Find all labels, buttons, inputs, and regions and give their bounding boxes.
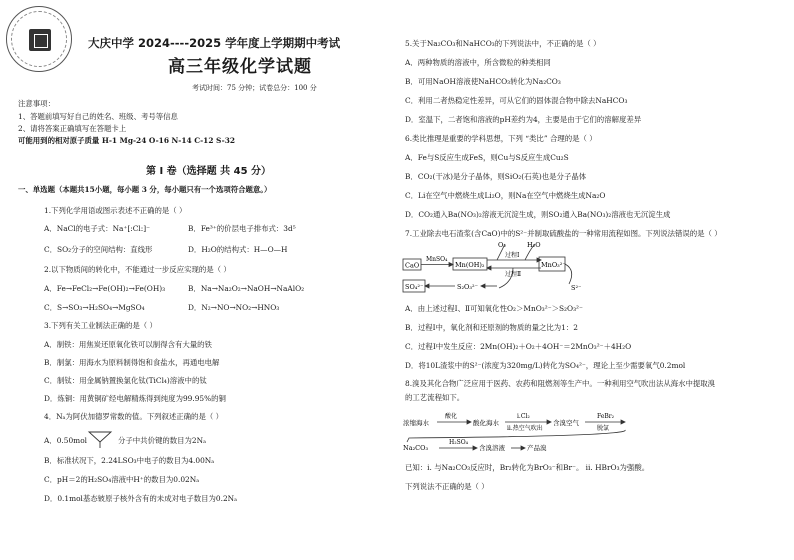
option-b: B．可用NaOH溶液使NaHCO₃转化为Na₂CO₃ [405,77,561,86]
notice-heading: 注意事项： [18,99,55,108]
process-diagram [401,240,701,300]
option-b: B．Fe³⁺的价层电子排布式：3d⁵ [188,224,296,233]
question-stem: 5.关于Na₂CO₃和NaHCO₃的下列说法中，不正确的是（ ） [405,39,601,48]
diagram-label: CaO [405,261,420,270]
diagram-label: S²⁻ [571,284,582,292]
flow-label: 含溴空气 [553,419,579,427]
diagram-label: O₂ [498,241,506,249]
flow-label: i.Cl₂ [517,413,530,420]
extraction-flow-diagram [401,408,661,460]
flow-label: ii.热空气吹出 [507,425,543,432]
diagram-label: Mn(OH)₂ [455,261,485,269]
option-c: C．pH＝2的H₂SO₄溶液中H⁺的数目为0.02Nₐ [44,475,200,484]
flow-label: H₂SO₄ [449,439,469,446]
option-c: C．Li在空气中燃烧生成Li₂O，则Na在空气中燃烧生成Na₂O [405,191,606,200]
diagram-label: H₂O [527,241,541,249]
option-d: D．0.1mol基态铍原子核外含有的未成对电子数目为0.2Nₐ [44,494,237,503]
option-a: A．NaCl的电子式：Na⁺[:Cl:]⁻ [44,224,151,233]
question-stem-cont: 的工艺流程如下。 [405,393,465,402]
option-b: B．CO₂(干冰)是分子晶体，则SiO₂(石英)也是分子晶体 [405,172,587,181]
section-heading: 第 I 卷（选择题 共 45 分） [146,166,272,177]
molecule-structure-icon [86,428,114,450]
diagram-label: SO₄²⁻ [405,283,424,291]
page-title: 高三年级化学试题 [168,57,312,77]
option-d: D．N₂→NO→NO₂→HNO₃ [188,303,280,312]
question-stem: 6.类比推理是重要的学科思想，下列 “类比” 合理的是（ ） [405,134,597,143]
notice-item: 1、答题前填写好自己的姓名、班级、考号等信息 [18,112,178,121]
option-b: B．Na→Na₂O₂→NaOH→NaAlO₂ [188,284,305,293]
option-c: C．利用二者热稳定性差异，可从它们的固体混合物中除去NaHCO₃ [405,96,628,105]
question-stem: 7.工业除去电石渣浆(含CaO)中的S²⁻并制取硫酸盐的一种常用流程如图。下列说法错误的是（ ） [405,229,722,238]
option-a: A．Fe与S反应生成FeS，则Cu与S反应生成Cu₂S [405,153,569,162]
option-b: B．制氯：用海水为原料制得饱和食盐水，再通电电解 [44,358,220,367]
flow-label: 含溴溶液 [479,444,505,452]
flow-label: 脱氯 [597,425,610,432]
option-b: B．标准状况下，2.24LSO₃中电子的数目为4.00Nₐ [44,456,215,465]
known-info: 已知：i. 与Na₂CO₃反应时，Br₂转化为BrO₃⁻和Br⁻。 ii. HBrO₃为强酸。 [405,463,650,472]
option-d: D．炼铜：用黄铜矿经电解精炼得到纯度为99.95%的铜 [44,394,226,403]
option-d: D．H₂O的结构式：H—O—H [188,245,288,254]
school-seal-icon [6,6,72,72]
option-a: A．Fe→FeCl₂→Fe(OH)₂→Fe(OH)₃ [44,284,166,293]
option-c: C．SO₂分子的空间结构：直线形 [44,245,153,254]
option-a-suffix: 分子中共价键的数目为2Nₐ [118,436,206,445]
flow-label: 酸化海水 [473,419,499,427]
question-stem: 下列说法不正确的是（ ） [405,482,489,491]
option-c: C．S→SO₃→H₂SO₄→MgSO₄ [44,303,145,312]
atomic-masses: 可能用到的相对原子质量 H-1 Mg-24 O-16 N-14 C-12 S-32 [18,136,235,145]
section-intro: 一、单选题（本题共15小题，每小题 3 分，每小题只有一个选项符合题意。） [18,185,272,194]
option-a: A．两种物质的溶液中，所含微粒的种类相同 [405,58,551,67]
flow-label: 产品溴 [527,444,547,452]
flow-label: 浓缩海水 [403,419,429,427]
option-b: B．过程Ⅰ中，氧化剂和还原剂的物质的量之比为1：2 [405,323,578,332]
question-stem: 3.下列有关工业制法正确的是（ ） [44,321,157,330]
option-c: C．制钛：用金属钠置换氯化钛(TiCl₄)溶液中的钛 [44,376,207,385]
option-c: C．过程Ⅰ中发生反应：2Mn(OH)₂＋O₂＋4OH⁻＝2MnO₃²⁻＋4H₂O [405,342,632,351]
school-exam-header: 大庆中学 2024----2025 学年度上学期期中考试 [88,36,341,50]
option-a: A．由上述过程Ⅰ、Ⅱ可知氧化性O₂＞MnO₃²⁻＞S₂O₃²⁻ [405,304,583,313]
question-stem: 2.以下物质间的转化中，不能通过一步反应实现的是（ ） [44,265,231,274]
option-d: D．CO₂通入Ba(NO₃)₂溶液无沉淀生成，则SO₂通入Ba(NO₃)₂溶液也无沉淀生成 [405,210,671,219]
option-d: D．将10L渣浆中的S²⁻(浓度为320mg/L)转化为SO₄²⁻，理论上至少需要氧气0.2mol [405,361,686,370]
option-d: D．室温下，二者饱和溶液的pH差约为4，主要是由于它们的溶解度差异 [405,115,642,124]
diagram-label: MnO₃²⁻ [541,261,566,269]
exam-meta: 考试时间：75 分钟；试卷总分：100 分 [192,84,317,92]
option-a: A．制铁：用焦炭还原氧化铁可以制得含有大量的铁 [44,340,212,349]
diagram-label: 过程Ⅱ [505,271,522,278]
option-a-prefix: A．0.50mol [44,436,88,445]
notice-item: 2、请将答案正确填写在答题卡上 [18,124,127,133]
diagram-label: MnSO₄ [426,256,448,263]
flow-label: FeBr₂ [597,413,615,420]
flow-label: Na₂CO₃ [403,444,429,452]
question-stem: 8.溴及其化合物广泛应用于医药、农药和阻燃剂等生产中。一种利用空气吹出法从海水中提取溴 [405,379,716,388]
diagram-label: S₂O₃²⁻ [457,283,479,291]
question-stem: 1.下列化学用语或图示表述不正确的是（ ） [44,206,187,215]
question-stem: 4．Nₐ为阿伏加德罗常数的值。下列叙述正确的是（ ） [44,412,223,421]
diagram-label: 过程Ⅰ [505,252,520,259]
right-column [397,0,794,560]
flow-label: 酸化 [445,413,458,420]
